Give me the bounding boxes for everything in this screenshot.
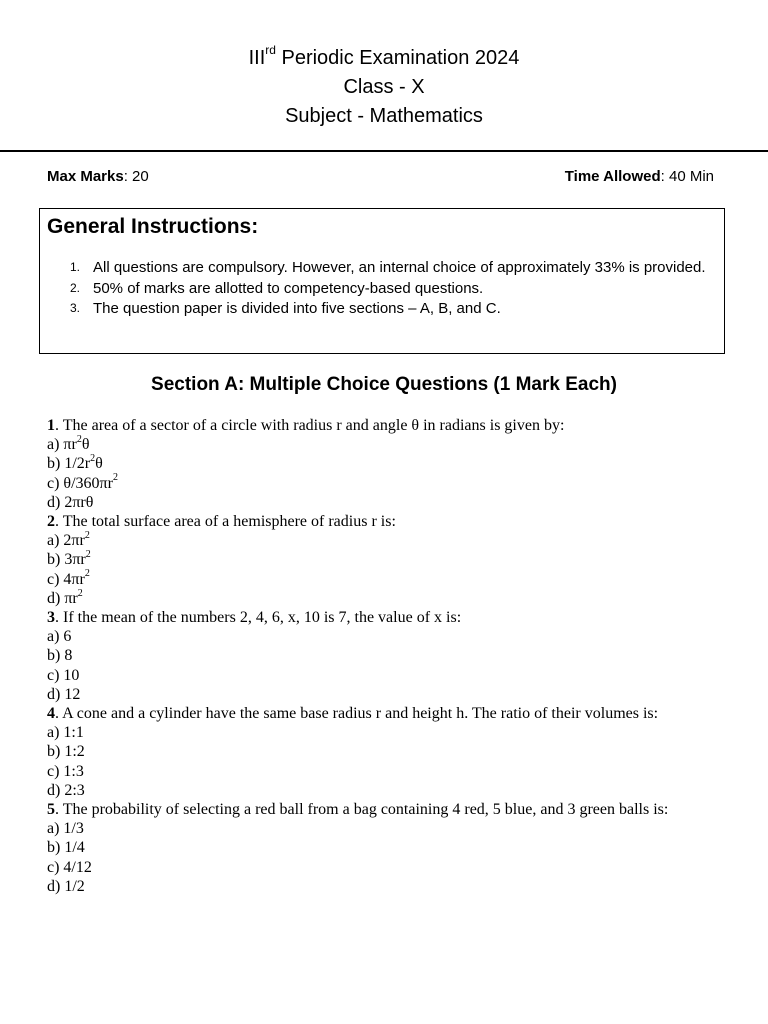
option (47, 762, 727, 781)
question-text: . If the mean of the numbers 2, 4, 6, x, 10 is 7, the value of x is: (55, 609, 462, 627)
max-marks-value: : 20 (123, 168, 149, 185)
question-text: . The area of a sector of a circle with radius r and angle θ in radians is given by: (55, 417, 565, 434)
time-allowed (565, 168, 714, 185)
exam-title-rest: Periodic Examination 2024 (275, 47, 520, 69)
option (47, 646, 727, 665)
option-superscript: 2 (84, 568, 90, 580)
time-allowed-value: : 40 Min (660, 168, 714, 185)
class-line: Class - X (343, 76, 425, 98)
option-text: b) 1/4 (47, 839, 85, 857)
option-text: c) 10 (47, 666, 80, 684)
time-allowed-label: Time Allowed (564, 168, 661, 185)
instruction-item (47, 279, 712, 299)
option (47, 531, 727, 550)
option (47, 838, 727, 857)
question-text: . The total surface area of a hemisphere of radius r is: (55, 513, 396, 531)
option-text: a) 2πr (47, 532, 85, 550)
question-number: 1 (47, 417, 55, 434)
instruction-number: 3. (70, 301, 81, 315)
exam-header (0, 44, 768, 131)
option-superscript: 2 (77, 587, 83, 599)
option-superscript: 2 (76, 433, 82, 445)
instruction-text: All questions are compulsory. However, an internal choice of approximately 33% is provided. (93, 259, 706, 276)
option-text: a) πr (47, 436, 77, 454)
header-divider (0, 150, 768, 152)
option-text: a) 1/3 (47, 820, 84, 838)
option-text: b) 3πr (47, 551, 86, 569)
question-number: 3 (47, 609, 55, 627)
instruction-text: The question paper is divided into five sections – A, B, and C. (93, 300, 501, 317)
marks-time-row (47, 168, 714, 190)
option-text: a) 1:1 (47, 724, 84, 742)
max-marks (47, 168, 149, 185)
instruction-number: 2. (70, 280, 81, 295)
option-text: d) 12 (47, 685, 81, 703)
option (47, 435, 727, 454)
option-superscript: 2 (90, 453, 96, 465)
option (47, 589, 727, 608)
option (47, 781, 727, 800)
option (47, 723, 727, 742)
option-superscript: 2 (85, 549, 91, 561)
option (47, 474, 727, 493)
option (47, 570, 727, 589)
question (47, 608, 727, 627)
max-marks-label: Max Marks (47, 168, 124, 185)
option-text: c) θ/360πr (47, 474, 113, 492)
option (47, 493, 727, 512)
general-instructions-box (39, 208, 725, 354)
option (47, 627, 727, 646)
option (47, 742, 727, 761)
option-text-suffix: θ (81, 436, 90, 454)
option-text: d) 2:3 (47, 781, 85, 799)
option-text: d) 2πrθ (47, 493, 94, 511)
option (47, 685, 727, 704)
option-text: a) 6 (47, 628, 72, 646)
section-a-title: Section A: Multiple Choice Questions (1 Mark Each) (151, 374, 617, 395)
question-number: 4 (47, 705, 55, 723)
question-number: 5 (47, 801, 55, 819)
instruction-item (47, 299, 712, 319)
instructions-list (47, 258, 712, 320)
exam-title-ordinal: rd (265, 43, 276, 58)
option-text: c) 4/12 (47, 858, 92, 876)
exam-title-prefix: III (248, 47, 266, 69)
option-text: c) 4πr (47, 570, 85, 588)
option (47, 550, 727, 569)
option (47, 819, 727, 838)
option (47, 666, 727, 685)
question (47, 416, 727, 435)
option-text-suffix: θ (95, 455, 103, 473)
question-text: . The probability of selecting a red ball from a bag containing 4 red, 5 blue, and 3 green balls is: (55, 801, 669, 819)
general-instructions-title: General Instructions: (47, 215, 259, 238)
question-number: 2 (47, 513, 55, 531)
question (47, 512, 727, 531)
option-text: b) 8 (47, 647, 73, 665)
option (47, 877, 727, 896)
option-text: d) πr (47, 589, 78, 607)
questions-list (47, 416, 727, 896)
instruction-item (47, 258, 712, 278)
question (47, 704, 727, 723)
option-text: b) 1/2r (47, 455, 91, 473)
subject-line: Subject - Mathematics (285, 105, 483, 127)
option-superscript: 2 (112, 472, 118, 484)
option (47, 858, 727, 877)
instruction-number: 1. (70, 260, 81, 274)
option-text: b) 1:2 (47, 743, 85, 761)
exam-title (0, 44, 768, 73)
instruction-text: 50% of marks are allotted to competency-based questions. (93, 279, 484, 297)
option-text: d) 1/2 (47, 877, 85, 895)
question-text: . A cone and a cylinder have the same base radius r and height h. The ratio of their volumes is: (55, 705, 659, 723)
option-text: c) 1:3 (47, 762, 84, 780)
option-superscript: 2 (84, 529, 90, 541)
option (47, 454, 727, 473)
question (47, 800, 727, 819)
